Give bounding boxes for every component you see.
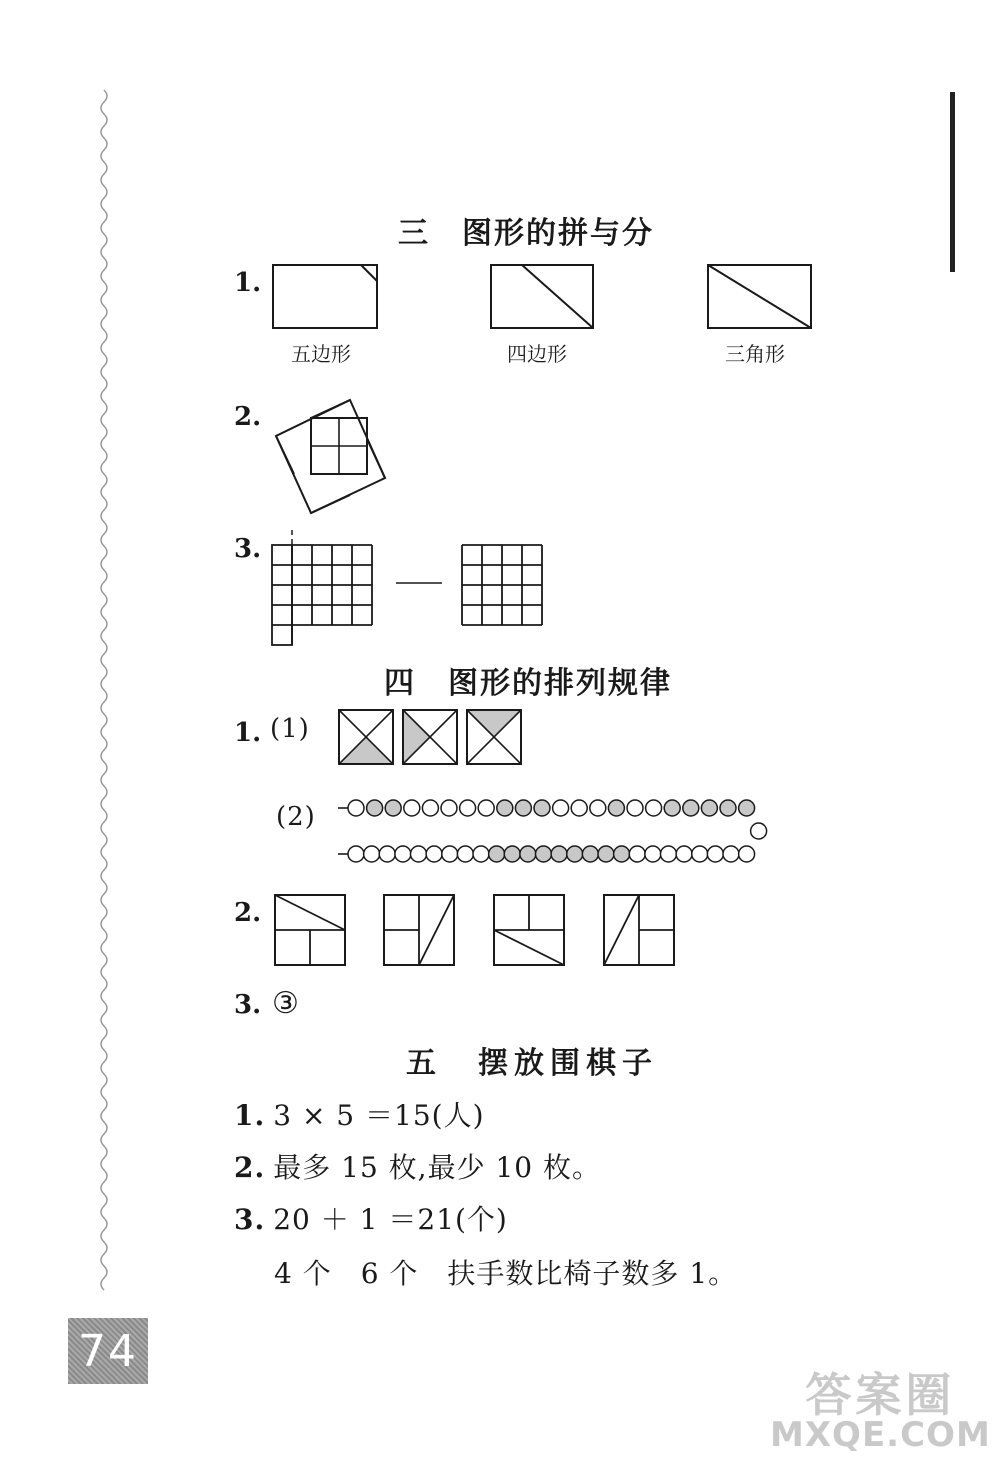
shaded-square-1 (338, 709, 398, 769)
s5-q2-text: 最多 15 枚,最少 10 枚。 (273, 1151, 601, 1184)
s3-q2-number: 2. (234, 402, 262, 432)
s4-q1-number: 1. (234, 718, 262, 748)
s3-q3-number: 3. (234, 534, 262, 564)
watermark-line-1: 答案圈 (805, 1368, 956, 1422)
watermark-line-2: MXQE.COM (770, 1415, 991, 1455)
s5-line-3 (234, 1198, 508, 1238)
bead-string-figure (338, 796, 868, 876)
s5-line-4 (274, 1252, 737, 1292)
section-title-5: 五 摆放围棋子 (406, 1046, 658, 1081)
caption-triangle: 三角形 (725, 342, 785, 366)
s4-q1-sub2: (2) (276, 802, 316, 832)
s4-q3-answer: ③ (272, 986, 300, 1021)
rect-pentagon-figure (272, 264, 382, 334)
pattern-square-1 (274, 894, 349, 969)
s5-q3-followup-text: 4 个 6 个 扶手数比椅子数多 1。 (274, 1257, 738, 1290)
arrow-line (396, 578, 446, 588)
s5-q1-number: 1. (234, 1099, 266, 1132)
s4-q2-number: 2. (234, 898, 262, 928)
caption-quadrilateral: 四边形 (507, 342, 567, 366)
s5-q3-text: 20 ＋ 1 ＝21(个) (273, 1203, 508, 1236)
watermark-logo (770, 1368, 991, 1455)
s5-line-1 (234, 1094, 485, 1134)
s3-q1-number: 1. (234, 268, 262, 298)
s5-q3-number: 3. (234, 1203, 266, 1236)
s5-q1-text: 3 × 5 ＝15(人) (273, 1099, 485, 1132)
edge-bar (950, 92, 955, 272)
s4-q1-sub1: (1) (270, 714, 310, 744)
section-title-4: 四 图形的排列规律 (384, 666, 672, 701)
binding-line (96, 90, 116, 1290)
rect-quadrilateral-figure (490, 264, 600, 334)
pattern-square-2 (383, 894, 458, 969)
s4-q3-number: 3. (234, 990, 262, 1020)
pattern-square-3 (493, 894, 568, 969)
section-title-3: 三 图形的拼与分 (398, 216, 654, 251)
rect-triangle-figure (707, 264, 817, 334)
pinwheel-square-figure (270, 396, 400, 526)
page-number-badge: 74 (68, 1318, 148, 1384)
shaded-square-3 (466, 709, 526, 769)
grid-before-figure (270, 530, 380, 650)
s5-q2-number: 2. (234, 1151, 266, 1184)
s5-line-2 (234, 1146, 601, 1186)
grid-after-figure (460, 543, 550, 633)
caption-pentagon: 五边形 (291, 342, 351, 366)
pattern-square-4 (603, 894, 678, 969)
shaded-square-2 (402, 709, 462, 769)
